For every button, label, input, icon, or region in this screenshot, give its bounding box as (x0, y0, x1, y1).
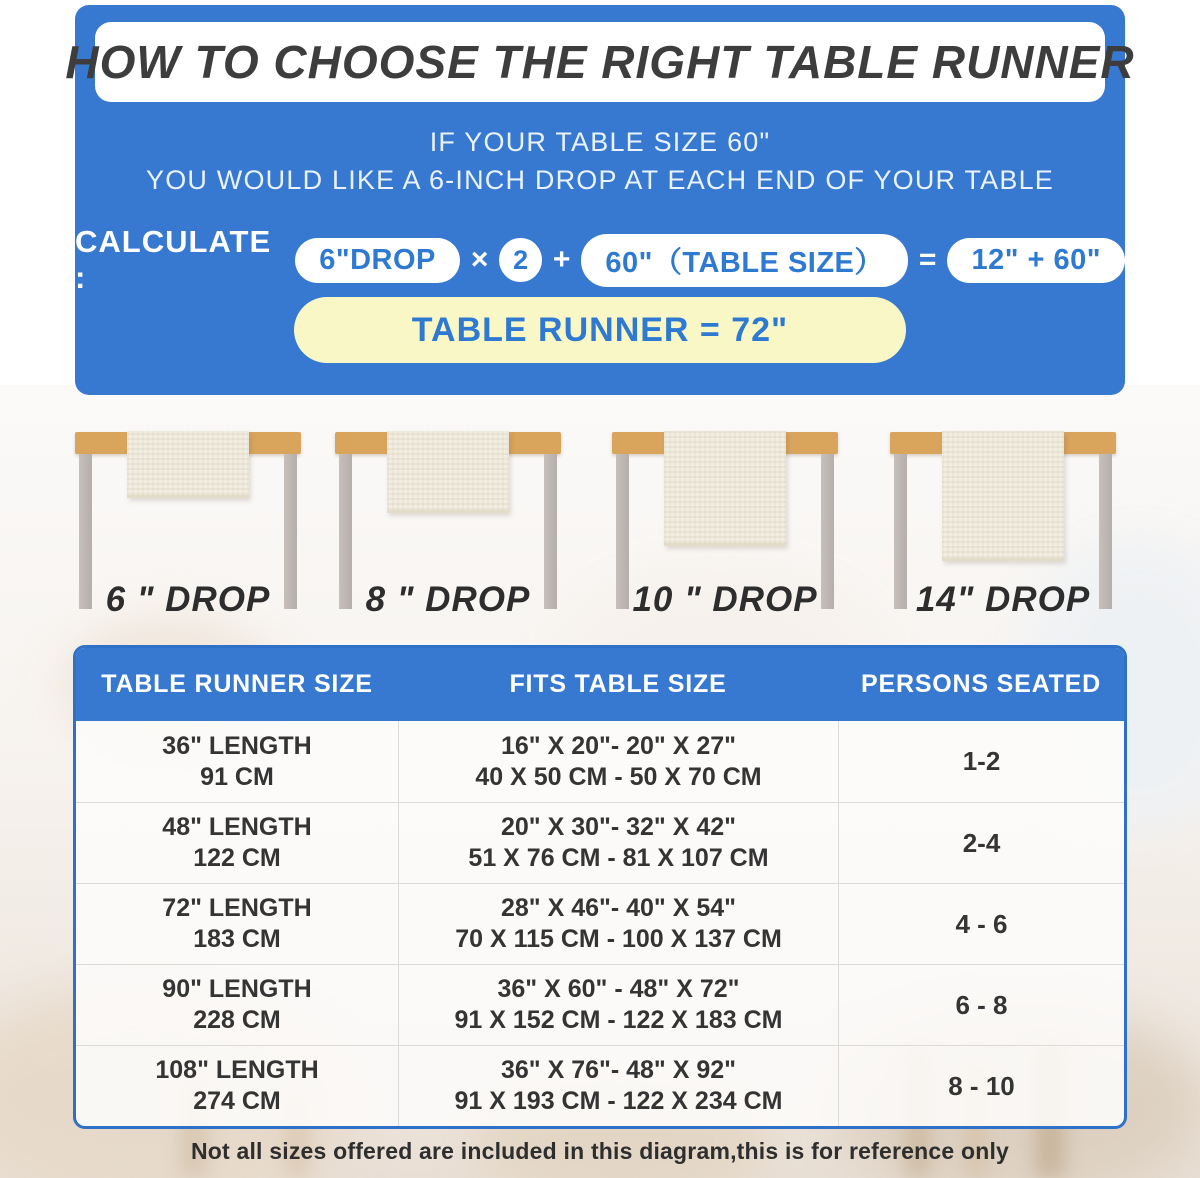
table-row (76, 883, 1124, 964)
cell-fits-size (398, 964, 838, 1045)
calculate-label: CALCULATE : (75, 224, 272, 295)
cell-persons (838, 883, 1124, 964)
table-row (76, 1045, 1124, 1126)
table-row (76, 721, 1124, 802)
runner-size-inches: 36" LENGTH (162, 731, 312, 760)
cell-fits-size (398, 802, 838, 883)
cell-fits-size (398, 883, 838, 964)
persons-count: 8 - 10 (948, 1070, 1015, 1101)
subtitle-line-2: YOU WOULD LIKE A 6-INCH DROP AT EACH END OF YOUR TABLE (145, 165, 1054, 195)
table-size-pill: 60"（TABLE SIZE） (581, 234, 908, 287)
size-table-header (76, 648, 1124, 721)
fits-size-inches: 36" X 60" - 48" X 72" (497, 975, 740, 1003)
fits-size-inches: 16" X 20"- 20" X 27" (500, 731, 737, 760)
fits-size-inches: 20" X 30"- 32" X 42" (500, 813, 737, 841)
cell-runner-size (76, 721, 398, 802)
drop-diagram-14in (890, 432, 1116, 637)
cell-runner-size (76, 883, 398, 964)
cell-fits-size (398, 1045, 838, 1126)
table-row (76, 964, 1124, 1045)
cell-runner-size (76, 802, 398, 883)
runner-size-inches: 72" LENGTH (162, 894, 312, 922)
hero-panel (65, 5, 1135, 395)
drop-label: 8 " DROP (365, 580, 531, 619)
cell-runner-size (76, 964, 398, 1045)
runner-size-inches: 48" LENGTH (162, 813, 312, 841)
cell-fits-size (398, 721, 838, 802)
runner-size-cm: 183 CM (193, 925, 281, 953)
runner-size-cm: 122 CM (193, 844, 281, 872)
fits-size-cm: 91 X 193 CM - 122 X 234 CM (454, 1087, 783, 1115)
runner-cloth (942, 431, 1064, 561)
runner-size-cm: 228 CM (193, 1006, 281, 1034)
persons-count: 6 - 8 (955, 989, 1008, 1020)
drop-diagram-10in (612, 432, 838, 637)
footer-note: Not all sizes offered are included in this diagram,this is for reference only (190, 1138, 1010, 1164)
runner-size-cm: 91 CM (200, 762, 274, 791)
fits-size-inches: 28" X 46"- 40" X 54" (500, 894, 737, 922)
multiplier-badge: 2 (499, 238, 541, 282)
table-row (76, 802, 1124, 883)
runner-size-inches: 108" LENGTH (155, 1056, 319, 1084)
fits-size-cm: 51 X 76 CM - 81 X 107 CM (468, 844, 769, 872)
drop-label: 10 " DROP (632, 580, 818, 619)
calculation-row (75, 224, 1125, 295)
title-banner (65, 22, 1135, 102)
header-cell-runner-size: TABLE RUNNER SIZE (101, 670, 373, 698)
runner-cloth (387, 431, 509, 513)
runner-size-inches: 90" LENGTH (162, 975, 312, 1003)
size-table-body (76, 721, 1124, 1126)
cell-persons (838, 964, 1124, 1045)
plus-operator: + (552, 243, 571, 276)
persons-count: 2-4 (962, 827, 1001, 858)
cell-persons (838, 721, 1124, 802)
sum-pill: 12" + 60" (947, 238, 1125, 283)
runner-result-pill: TABLE RUNNER = 72" (294, 297, 906, 363)
runner-size-cm: 274 CM (193, 1087, 281, 1115)
size-table-card (73, 645, 1127, 1129)
drop-label: 14" DROP (915, 580, 1091, 619)
cell-persons (838, 802, 1124, 883)
header-cell-fits-size: FITS TABLE SIZE (509, 670, 727, 698)
fits-size-inches: 36" X 76"- 48" X 92" (500, 1056, 737, 1084)
drop-label: 6 " DROP (105, 580, 271, 619)
cell-runner-size (76, 1045, 398, 1126)
times-operator: × (470, 243, 489, 276)
equals-operator: = (918, 243, 937, 276)
persons-count: 1-2 (962, 746, 1001, 776)
persons-count: 4 - 6 (955, 908, 1008, 939)
page-title: HOW TO CHOOSE THE RIGHT TABLE RUNNER (65, 36, 1135, 88)
fits-size-cm: 91 X 152 CM - 122 X 183 CM (454, 1006, 783, 1034)
drop-diagram-6in (75, 432, 301, 637)
subtitle-line-1: IF YOUR TABLE SIZE 60" (429, 127, 771, 157)
fits-size-cm: 40 X 50 CM - 50 X 70 CM (475, 762, 762, 791)
drop-diagram-8in (335, 432, 561, 637)
header-cell-persons: PERSONS SEATED (861, 670, 1101, 698)
runner-cloth (127, 431, 249, 498)
runner-cloth (664, 431, 786, 546)
cell-persons (838, 1045, 1124, 1126)
drop-pill: 6"DROP (295, 238, 460, 283)
fits-size-cm: 70 X 115 CM - 100 X 137 CM (455, 925, 782, 953)
